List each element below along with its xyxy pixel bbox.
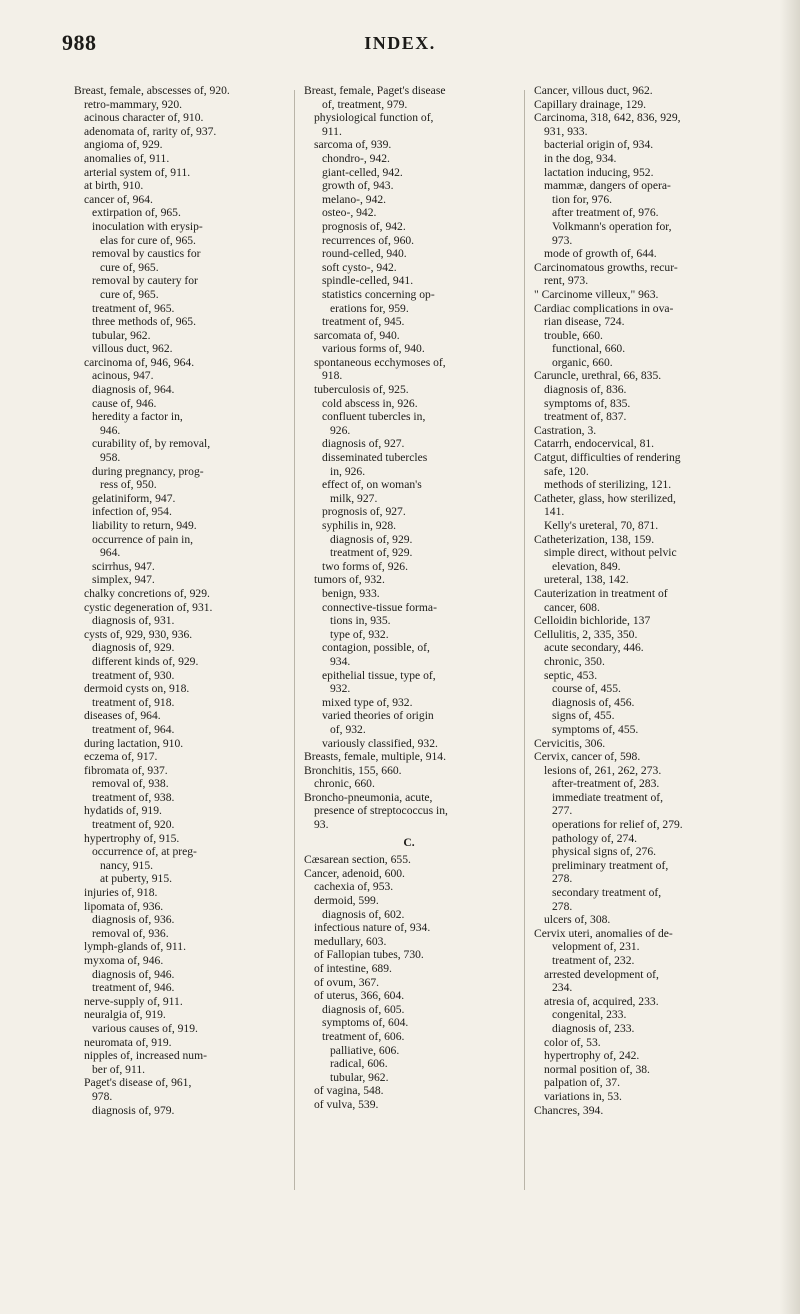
index-subentry: lesions of, 261, 262, 273. (544, 763, 662, 777)
index-entry: Cervix, cancer of, 598. (534, 750, 641, 764)
index-entry: Catheter, glass, how sterilized, (534, 491, 676, 505)
index-subentry: soft cysto-, 942. (322, 260, 397, 274)
index-subentry: treatment of, 918. (92, 695, 175, 709)
index-subentry: mode of growth of, 644. (544, 247, 657, 261)
index-subentry: diagnosis of, 927. (322, 437, 405, 451)
index-subentry: diagnosis of, 605. (322, 1002, 405, 1016)
index-entry: Carcinoma, 318, 642, 836, 929, (534, 111, 681, 125)
index-subentry: of ovum, 367. (314, 975, 380, 989)
index-subentry: treatment of, 837. (544, 410, 627, 424)
index-column-3 (534, 84, 744, 1117)
index-subentry: sarcoma of, 939. (314, 138, 392, 152)
index-subentry: arterial system of, 911. (84, 165, 191, 179)
index-subentry: retro-mammary, 920. (84, 97, 183, 111)
index-subentry: physical signs of, 276. (552, 845, 657, 859)
index-subentry: cure of, 965. (100, 287, 159, 301)
index-entry: Cardiac complications in ova- (534, 301, 674, 315)
index-subentry: 141. (544, 505, 565, 519)
index-subentry: cysts of, 929, 930, 936. (84, 627, 193, 641)
index-column-2 (304, 84, 514, 1112)
index-subentry: medullary, 603. (314, 934, 387, 948)
index-subentry: color of, 53. (544, 1035, 601, 1049)
index-subentry: elas for cure of, 965. (100, 233, 196, 247)
index-subentry: course of, 455. (552, 682, 621, 696)
index-subentry: nerve-supply of, 911. (84, 994, 183, 1008)
index-subentry: prognosis of, 942. (322, 219, 406, 233)
index-subentry: radical, 606. (330, 1057, 388, 1071)
index-subentry: mammæ, dangers of opera- (544, 179, 671, 193)
index-subentry: lymph-glands of, 911. (84, 940, 186, 954)
index-subentry: 932. (330, 682, 351, 696)
column-divider (524, 90, 525, 1190)
index-subentry: at birth, 910. (84, 179, 144, 193)
index-subentry: chronic, 350. (544, 654, 605, 668)
index-subentry: 934. (330, 654, 351, 668)
index-subentry: 93. (314, 818, 329, 832)
index-subentry: milk, 927. (330, 491, 378, 505)
index-subentry: adenomata of, rarity of, 937. (84, 124, 217, 138)
index-subentry: occurrence of pain in, (92, 532, 194, 546)
index-subentry: diagnosis of, 946. (92, 967, 175, 981)
index-subentry: presence of streptococcus in, (314, 804, 448, 818)
index-subentry: 278. (552, 872, 573, 886)
index-subentry: 926. (330, 423, 351, 437)
index-subentry: treatment of, 946. (92, 981, 175, 995)
index-subentry: of vagina, 548. (314, 1084, 384, 1098)
index-subentry: of, treatment, 979. (322, 97, 408, 111)
index-subentry: various causes of, 919. (92, 1021, 198, 1035)
index-subentry: cancer, 608. (544, 600, 600, 614)
index-subentry: anomalies of, 911. (84, 151, 170, 165)
index-subentry: chronic, 660. (314, 777, 375, 791)
index-subentry: acinous, 947. (92, 369, 154, 383)
index-subentry: treatment of, 929. (330, 546, 413, 560)
index-subentry: confluent tubercles in, (322, 410, 426, 424)
index-subentry: chalky concretions of, 929. (84, 586, 210, 600)
index-subentry: after treatment of, 976. (552, 206, 659, 220)
index-subentry: physiological function of, (314, 111, 434, 125)
index-subentry: tubular, 962. (330, 1070, 389, 1084)
index-subentry: rian disease, 724. (544, 315, 625, 329)
index-entry: Bronchitis, 155, 660. (304, 763, 402, 777)
index-subentry: dermoid, 599. (314, 894, 379, 908)
index-subentry: acinous character of, 910. (84, 111, 204, 125)
index-subentry: of intestine, 689. (314, 962, 392, 975)
index-subentry: after-treatment of, 283. (552, 777, 660, 791)
index-columns (74, 84, 754, 1294)
index-subentry: contagion, possible, of, (322, 641, 430, 655)
index-subentry: at puberty, 915. (100, 872, 173, 886)
index-subentry: 277. (552, 804, 573, 818)
index-subentry: curability of, by removal, (92, 437, 211, 451)
index-subentry: nipples of, increased num- (84, 1049, 207, 1063)
index-subentry: connective-tissue forma- (322, 600, 437, 614)
index-subentry: type of, 932. (330, 627, 389, 641)
index-subentry: 234. (552, 981, 573, 995)
index-subentry: two forms of, 926. (322, 559, 408, 573)
index-subentry: tuberculosis of, 925. (314, 383, 409, 397)
index-subentry: simplex, 947. (92, 573, 155, 587)
index-entry: Cancer, adenoid, 600. (304, 866, 405, 880)
index-subentry: during pregnancy, prog- (92, 464, 204, 478)
index-subentry: scirrhus, 947. (92, 559, 155, 573)
index-subentry: in the dog, 934. (544, 151, 617, 165)
index-subentry: giant-celled, 942. (322, 165, 403, 179)
index-entry: Breast, female, abscesses of, 920. (74, 84, 230, 97)
index-subentry: cystic degeneration of, 931. (84, 600, 213, 614)
index-subentry: 973. (552, 233, 573, 247)
index-subentry: cold abscess in, 926. (322, 396, 418, 410)
page-header (0, 30, 800, 64)
index-entry: Cellulitis, 2, 335, 350. (534, 627, 638, 641)
index-subentry: ber of, 911. (92, 1062, 146, 1076)
index-subentry: erations for, 959. (330, 301, 409, 315)
index-subentry: cure of, 965. (100, 260, 159, 274)
index-subentry: hypertrophy of, 915. (84, 831, 180, 845)
index-subentry: heredity a factor in, (92, 410, 183, 424)
index-subentry: 278. (552, 899, 573, 913)
index-subentry: pathology of, 274. (552, 831, 638, 845)
index-subentry: treatment of, 965. (92, 301, 175, 315)
index-subentry: occurrence of, at preg- (92, 845, 197, 859)
index-subentry: velopment of, 231. (552, 940, 640, 954)
index-subentry: Kelly's ureteral, 70, 871. (544, 519, 659, 532)
index-subentry: myxoma of, 946. (84, 954, 164, 967)
index-subentry: disseminated tubercles (322, 451, 428, 465)
index-column-1 (74, 84, 284, 1117)
index-subentry: benign, 933. (322, 586, 380, 600)
index-subentry: removal of, 938. (92, 777, 169, 791)
index-subentry: carcinoma of, 946, 964. (84, 355, 195, 369)
index-subentry: of, 932. (330, 722, 366, 736)
index-subentry: elevation, 849. (552, 559, 621, 573)
index-subentry: treatment of, 232. (552, 954, 635, 967)
index-subentry: fibromata of, 937. (84, 763, 168, 777)
index-entry: Chancres, 394. (534, 1103, 604, 1117)
index-subentry: operations for relief of, 279. (552, 818, 683, 832)
index-subentry: diagnosis of, 931. (92, 614, 175, 628)
index-entry: Caruncle, urethral, 66, 835. (534, 369, 662, 383)
index-subentry: infectious nature of, 934. (314, 921, 431, 935)
index-entry: Catgut, difficulties of rendering (534, 451, 681, 465)
index-entry: Cervix uteri, anomalies of de- (534, 926, 673, 940)
index-subentry: treatment of, 938. (92, 790, 175, 804)
index-subentry: spindle-celled, 941. (322, 274, 414, 288)
index-subentry: diagnosis of, 836. (544, 383, 627, 397)
index-subentry: signs of, 455. (552, 709, 615, 723)
index-subentry: simple direct, without pelvic (544, 546, 677, 560)
index-entry: Cæsarean section, 655. (304, 853, 411, 867)
index-subentry: variations in, 53. (544, 1089, 622, 1103)
index-subentry: villous duct, 962. (92, 342, 173, 356)
index-entry: Catarrh, endocervical, 81. (534, 437, 655, 451)
index-subentry: various forms of, 940. (322, 342, 425, 356)
index-subentry: sarcomata of, 940. (314, 328, 400, 342)
index-subentry: bacterial origin of, 934. (544, 138, 654, 152)
index-subentry: immediate treatment of, (552, 790, 664, 804)
index-subentry: symptoms of, 835. (544, 396, 631, 410)
index-subentry: diagnosis of, 964. (92, 383, 175, 397)
index-subentry: eczema of, 917. (84, 750, 158, 764)
index-subentry: treatment of, 945. (322, 315, 405, 329)
index-subentry: atresia of, acquired, 233. (544, 994, 659, 1008)
index-entry: Celloidin bichloride, 137 (534, 614, 651, 628)
index-subentry: liability to return, 949. (92, 519, 197, 532)
index-subentry: 911. (322, 124, 342, 138)
index-subentry: normal position of, 38. (544, 1062, 650, 1076)
index-subentry: 931, 933. (544, 124, 588, 138)
index-subentry: lipomata of, 936. (84, 899, 164, 913)
index-subentry: palliative, 606. (330, 1043, 400, 1057)
index-subentry: gelatiniform, 947. (92, 491, 176, 505)
index-entry: Capillary drainage, 129. (534, 97, 647, 111)
index-subentry: diagnosis of, 936. (92, 913, 175, 927)
index-entry: " Carcinome villeux," 963. (534, 287, 659, 301)
index-subentry: diagnosis of, 979. (92, 1103, 175, 1117)
index-subentry: symptoms of, 604. (322, 1016, 409, 1030)
index-subentry: symptoms of, 455. (552, 722, 639, 736)
index-subentry: ress of, 950. (100, 478, 157, 492)
index-subentry: congenital, 233. (552, 1008, 627, 1022)
index-subentry: growth of, 943. (322, 179, 394, 193)
index-subentry: cause of, 946. (92, 396, 157, 410)
index-subentry: hypertrophy of, 242. (544, 1049, 640, 1063)
index-subentry: in, 926. (330, 464, 366, 478)
index-subentry: treatment of, 964. (92, 722, 175, 736)
index-entry: Castration, 3. (534, 423, 597, 437)
index-entry: Breasts, female, multiple, 914. (304, 750, 446, 764)
index-subentry: ulcers of, 308. (544, 913, 611, 927)
index-subentry: angioma of, 929. (84, 138, 163, 152)
index-subentry: rent, 973. (544, 274, 589, 288)
index-subentry: neuromata of, 919. (84, 1035, 172, 1049)
index-subentry: arrested development of, (544, 967, 659, 981)
index-subentry: septic, 453. (544, 668, 598, 682)
index-subentry: neuralgia of, 919. (84, 1008, 166, 1022)
index-subentry: diagnosis of, 233. (552, 1021, 635, 1035)
index-subentry: infection of, 954. (92, 505, 172, 519)
index-subentry: nancy, 915. (100, 858, 154, 872)
index-subentry: cachexia of, 953. (314, 880, 394, 894)
index-subentry: removal by caustics for (92, 247, 201, 261)
index-subentry: trouble, 660. (544, 328, 603, 342)
index-subentry: 958. (100, 451, 121, 465)
index-subentry: extirpation of, 965. (92, 206, 181, 220)
index-subentry: organic, 660. (552, 355, 613, 369)
index-subentry: chondro-, 942. (322, 151, 390, 165)
index-entry: Cervicitis, 306. (534, 736, 606, 750)
index-subentry: 978. (92, 1089, 113, 1103)
index-entry: Broncho-pneumonia, acute, (304, 790, 433, 804)
index-subentry: mixed type of, 932. (322, 695, 413, 709)
column-divider (294, 90, 295, 1190)
index-subentry: treatment of, 606. (322, 1029, 405, 1043)
index-subentry: tumors of, 932. (314, 573, 385, 587)
index-subentry: of uterus, 366, 604. (314, 989, 405, 1003)
index-subentry: during lactation, 910. (84, 736, 184, 750)
index-entry: Catheterization, 138, 159. (534, 532, 655, 546)
index-subentry: round-celled, 940. (322, 247, 407, 261)
index-subentry: melano-, 942. (322, 192, 387, 206)
index-subentry: tubular, 962. (92, 328, 151, 342)
index-subentry: three methods of, 965. (92, 315, 196, 329)
index-subentry: diseases of, 964. (84, 709, 161, 723)
index-subentry: removal by cautery for (92, 274, 198, 288)
index-subentry: epithelial tissue, type of, (322, 668, 436, 682)
index-subentry: cancer of, 964. (84, 192, 153, 206)
index-subentry: diagnosis of, 929. (330, 532, 413, 546)
index-subentry: dermoid cysts on, 918. (84, 682, 190, 696)
index-subentry: varied theories of origin (322, 709, 434, 723)
index-subentry: osteo-, 942. (322, 206, 377, 220)
index-subentry: prognosis of, 927. (322, 505, 406, 519)
index-subentry: safe, 120. (544, 464, 589, 478)
index-subentry: Volkmann's operation for, (552, 219, 672, 233)
section-heading: C. (403, 835, 415, 849)
index-subentry: diagnosis of, 456. (552, 695, 635, 709)
index-subentry: 918. (322, 369, 343, 383)
page-number: 988 (62, 30, 97, 55)
index-entry: Cancer, villous duct, 962. (534, 84, 653, 97)
index-subentry: methods of sterilizing, 121. (544, 478, 672, 492)
running-title: INDEX. (364, 33, 436, 53)
index-subentry: removal of, 936. (92, 926, 169, 940)
index-subentry: 946. (100, 423, 121, 437)
index-subentry: of vulva, 539. (314, 1097, 379, 1111)
index-subentry: diagnosis of, 929. (92, 641, 175, 655)
index-subentry: Paget's disease of, 961, (84, 1076, 192, 1090)
index-subentry: recurrences of, 960. (322, 233, 415, 247)
index-entry: Carcinomatous growths, recur- (534, 260, 678, 274)
index-subentry: functional, 660. (552, 342, 626, 356)
index-subentry: treatment of, 920. (92, 818, 175, 832)
index-subentry: injuries of, 918. (84, 886, 158, 900)
index-subentry: inoculation with erysip- (92, 219, 203, 233)
index-subentry: acute secondary, 446. (544, 641, 644, 655)
index-subentry: tion for, 976. (552, 192, 613, 206)
index-subentry: diagnosis of, 602. (322, 907, 405, 921)
index-subentry: treatment of, 930. (92, 668, 175, 682)
index-subentry: lactation inducing, 952. (544, 165, 654, 179)
index-entry: Cauterization in treatment of (534, 586, 668, 600)
index-subentry: different kinds of, 929. (92, 654, 199, 668)
index-subentry: effect of, on woman's (322, 478, 422, 492)
index-entry: Breast, female, Paget's disease (304, 84, 446, 97)
index-subentry: of Fallopian tubes, 730. (314, 948, 424, 962)
index-subentry: ureteral, 138, 142. (544, 573, 629, 587)
index-subentry: 964. (100, 546, 121, 560)
index-subentry: statistics concerning op- (322, 287, 435, 301)
index-subentry: variously classified, 932. (322, 736, 438, 750)
index-subentry: secondary treatment of, (552, 886, 662, 900)
index-subentry: spontaneous ecchymoses of, (314, 355, 446, 369)
page-edge-shadow (780, 0, 800, 1314)
index-subentry: palpation of, 37. (544, 1076, 620, 1090)
index-subentry: hydatids of, 919. (84, 804, 162, 818)
index-subentry: syphilis in, 928. (322, 519, 397, 532)
index-subentry: tions in, 935. (330, 614, 391, 628)
index-subentry: preliminary treatment of, (552, 858, 669, 872)
